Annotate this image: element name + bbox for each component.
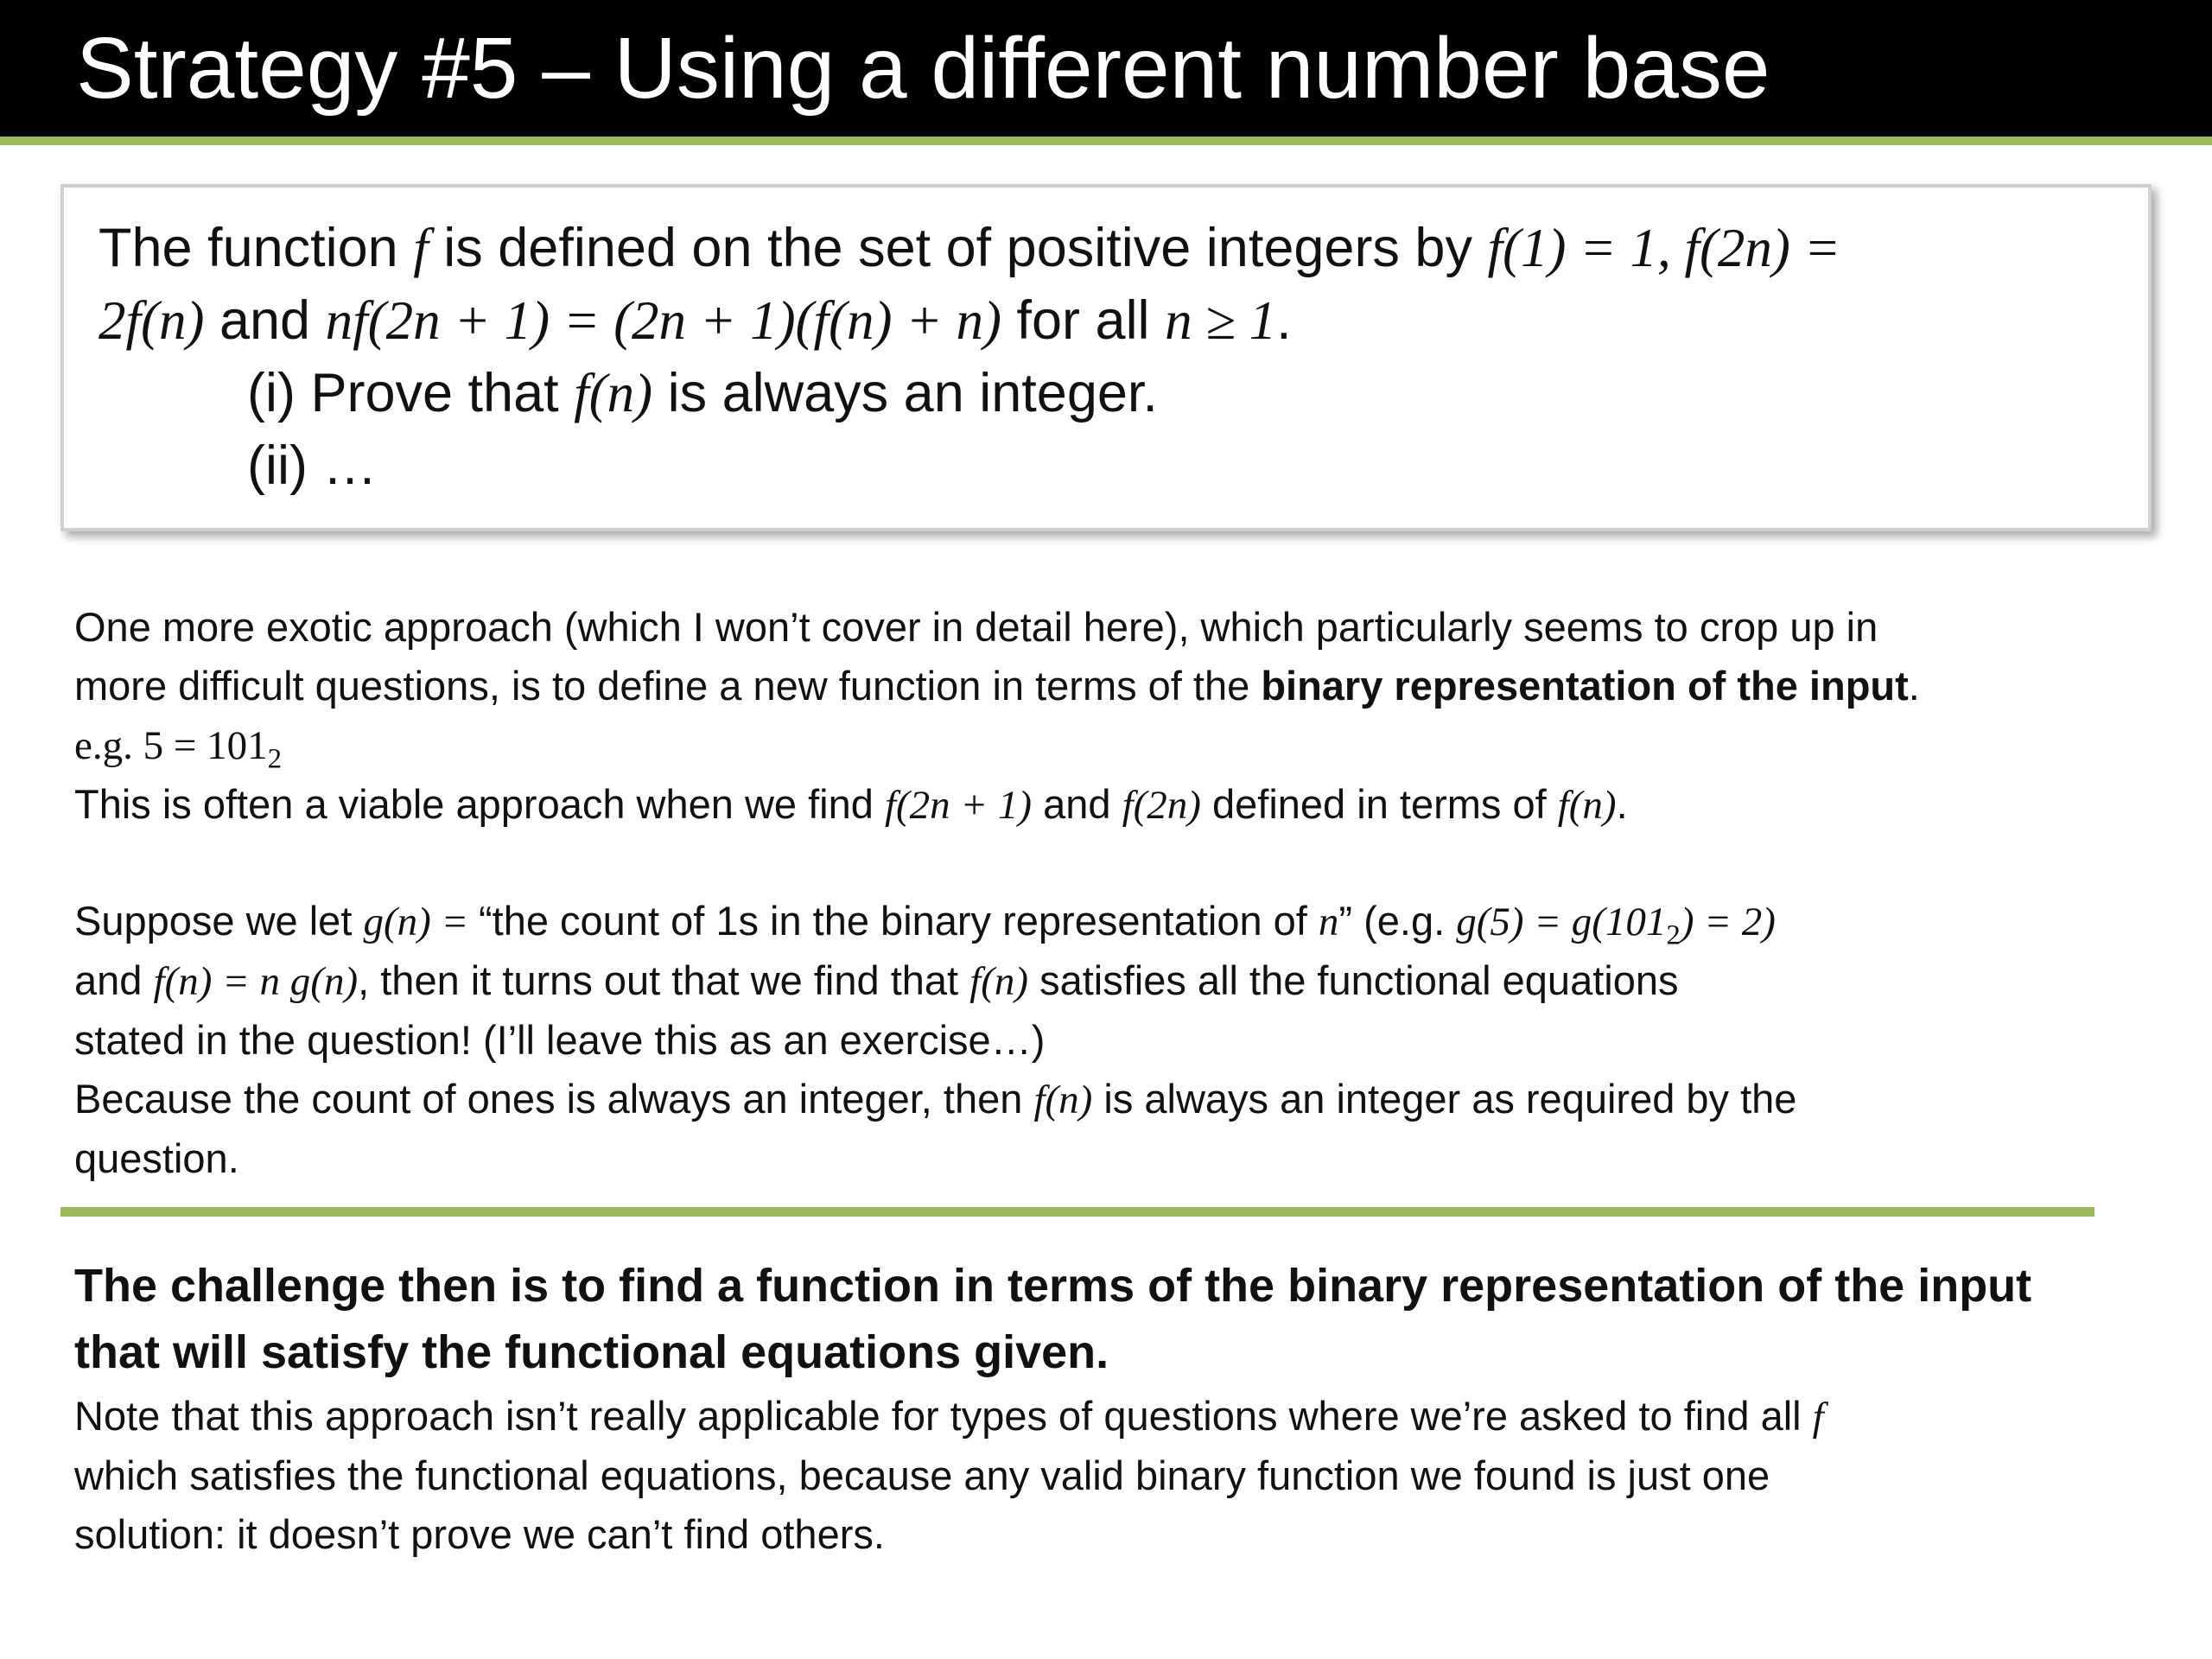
text-line: This is often a viable approach when we find f(2n + 1) and f(2n) defined in terms of f(n). bbox=[74, 781, 1628, 828]
title-underline bbox=[0, 137, 2212, 145]
text-line: and f(n) = n g(n), then it turns out that we find that f(n) satisfies all the functional equations bbox=[74, 957, 1679, 1004]
math-functional-equation: nf(2n + 1) = (2n + 1)(f(n) + n) bbox=[325, 290, 1001, 351]
math-f: f bbox=[413, 218, 429, 278]
section-divider bbox=[60, 1207, 2094, 1217]
math-n-condition: n ≥ 1 bbox=[1165, 290, 1277, 351]
math-fn: f(n) bbox=[574, 363, 653, 423]
text-line: that will satisfy the functional equations given. bbox=[74, 1326, 1109, 1378]
math-binary-example: 5 = 101 bbox=[143, 723, 268, 768]
text-line: stated in the question! (I’ll leave this as an exercise…) bbox=[74, 1017, 1046, 1063]
challenge-statement bbox=[74, 1253, 2148, 1386]
text-line: question. bbox=[74, 1135, 239, 1181]
text-line: Suppose we let g(n) = “the count of 1s in the binary representation of n” (e.g. $g(5) = g(101_2) = 2$) bbox=[74, 898, 1776, 951]
text-line: solution: it doesn’t prove we can’t find others. bbox=[74, 1511, 885, 1557]
problem-part-i: (i) Prove that f(n) is always an integer. bbox=[247, 363, 1158, 423]
text-line: which satisfies the functional equations, because any valid binary function we found is just one bbox=[74, 1452, 1770, 1498]
text-line: Note that this approach isn’t really applicable for types of questions where we’re asked to find all f bbox=[74, 1393, 1824, 1440]
text-line: The challenge then is to find a function in terms of the binary representation of the input bbox=[74, 1260, 2032, 1312]
example-line: e.g. $5 = 101_2$ bbox=[74, 723, 283, 775]
note-paragraph bbox=[74, 1387, 2148, 1564]
text-line: One more exotic approach (which I won’t cover in detail here), which particularly seems to crop up in bbox=[74, 604, 1878, 650]
intro-paragraph bbox=[74, 598, 2148, 835]
solution-paragraph bbox=[74, 892, 2148, 1188]
text-line: Because the count of ones is always an integer, then f(n) is always an integer as required by the bbox=[74, 1076, 1797, 1122]
math-2fn: 2f(n) bbox=[99, 290, 205, 351]
text-line: more difficult questions, is to define a new function in terms of the binary representation of the input. bbox=[74, 663, 1920, 709]
title-bar bbox=[0, 0, 2212, 137]
problem-line-1: The function f is defined on the set of positive integers by f(1) = 1, f(2n) = bbox=[99, 218, 1841, 278]
slide-title: Strategy #5 – Using a different number base bbox=[76, 20, 1770, 117]
problem-line-2: 2f(n) and nf(2n + 1) = (2n + 1)(f(n) + n) for all n ≥ 1. bbox=[99, 290, 1292, 351]
problem-statement bbox=[99, 212, 2120, 502]
problem-part-ii: (ii) … bbox=[247, 435, 378, 496]
bold-phrase: binary representation of the input bbox=[1261, 663, 1909, 709]
math-f1-definition: f(1) = 1, f(2n) = bbox=[1487, 218, 1841, 278]
problem-statement-box bbox=[60, 184, 2152, 531]
